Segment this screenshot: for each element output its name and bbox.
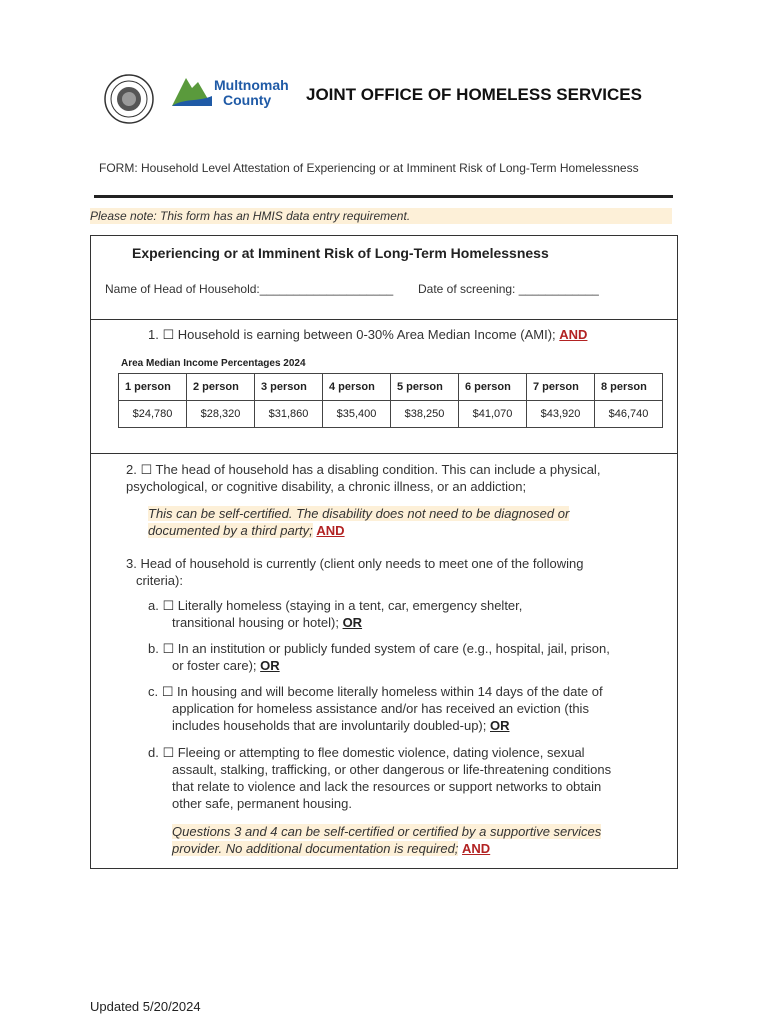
item2-line2: psychological, or cognitive disability, a chronic illness, or an addiction; [126,479,527,494]
item3d-line2: assault, stalking, trafficking, or other dangerous or life-threatening conditions [172,762,612,777]
item3c-line2: application for homeless assistance and/or has received an eviction (this [172,701,589,716]
ami-value-cell: $46,740 [595,401,663,428]
ami-table [118,373,663,428]
item2-and: AND [316,523,345,538]
item3b-line2: or foster care); [172,658,257,673]
header-rule [94,195,673,198]
ami-value-row [119,401,663,428]
logo-text-line2: County [223,92,272,108]
ami-value-cell: $28,320 [187,401,255,428]
item3b-line1: b. ☐ In an institution or publicly funded system of care (e.g., hospital, jail, prison, [148,641,610,656]
ami-value-cell: $31,860 [255,401,323,428]
ami-header-cell: 2 person [187,374,255,401]
item2-note-line2: documented by a third party; [148,523,313,538]
item3a-line2: transitional housing or hotel); [172,615,339,630]
item2-criterion[interactable] [126,461,600,495]
item3-note-line1: Questions 3 and 4 can be self-certified or certified by a supportive services [172,824,602,839]
ami-header-cell: 4 person [323,374,391,401]
ami-value-cell: $38,250 [391,401,459,428]
section-divider-1 [91,319,677,320]
ami-value-cell: $24,780 [119,401,187,428]
updated-date: Updated 5/20/2024 [90,999,201,1014]
item3-and: AND [462,841,491,856]
ami-header-cell: 5 person [391,374,459,401]
section-divider-2 [91,453,677,454]
item3-line2: criteria): [136,573,183,588]
ami-value-cell: $41,070 [459,401,527,428]
ami-header-cell: 7 person [527,374,595,401]
item3d-line3: that relate to violence and lack the resources or support networks to obtain [172,779,602,794]
ami-header-cell: 8 person [595,374,663,401]
item3d-line1: d. ☐ Fleeing or attempting to flee domestic violence, dating violence, sexual [148,745,585,760]
item3c-or: OR [490,718,510,733]
item3c-line1: c. ☐ In housing and will become literally homeless within 14 days of the date of [148,684,603,699]
item3-line1: 3. Head of household is currently (client only needs to meet one of the following [126,556,584,571]
item3a-or: OR [342,615,363,630]
item3d-criterion[interactable] [148,744,611,812]
item3-note [172,823,601,857]
item3a-line1: a. ☐ Literally homeless (staying in a tent, car, emergency shelter, [148,598,523,613]
ami-header-cell: 3 person [255,374,323,401]
hmis-note: Please note: This form has an HMIS data entry requirement. [90,208,672,224]
item3c-criterion[interactable] [148,683,603,734]
item3c-line3: includes households that are involuntarily doubled-up); [172,718,487,733]
item2-note [148,505,569,539]
item3b-criterion[interactable] [148,640,610,674]
page-title: JOINT OFFICE OF HOMELESS SERVICES [306,85,642,104]
county-logo-text [214,78,289,108]
item3b-or: OR [260,658,280,673]
item3-note-line2: provider. No additional documentation is required; [172,841,459,856]
section-title: Experiencing or at Imminent Risk of Long-Term Homelessness [132,245,549,261]
ami-value-cell: $43,920 [527,401,595,428]
head-of-household-name-field[interactable]: Name of Head of Household:____________________ [105,282,394,296]
ami-value-cell: $35,400 [323,401,391,428]
ami-table-caption: Area Median Income Percentages 2024 [121,358,306,369]
ami-header-row [119,374,663,401]
ami-header-cell: 6 person [459,374,527,401]
item2-line1: 2. ☐ The head of household has a disabling condition. This can include a physical, [126,462,601,477]
item3a-criterion[interactable] [148,597,522,631]
item1-and: AND [559,327,588,342]
item1-text: 1. ☐ Household is earning between 0-30% Area Median Income (AMI); [148,327,556,342]
item3-intro [126,555,583,589]
county-seal-logo [104,74,154,124]
date-of-screening-field[interactable]: Date of screening: ____________ [418,282,599,296]
logo-text-line1: Multnomah [214,77,289,93]
mountain-logo-icon [170,72,214,108]
item1-criterion[interactable] [148,326,587,343]
ami-header-cell: 1 person [119,374,187,401]
item2-note-line1: This can be self-certified. The disability does not need to be diagnosed or [148,506,570,521]
item3d-line4: other safe, permanent housing. [172,796,352,811]
form-title: FORM: Household Level Attestation of Experiencing or at Imminent Risk of Long-Term Homelessness [99,161,639,175]
